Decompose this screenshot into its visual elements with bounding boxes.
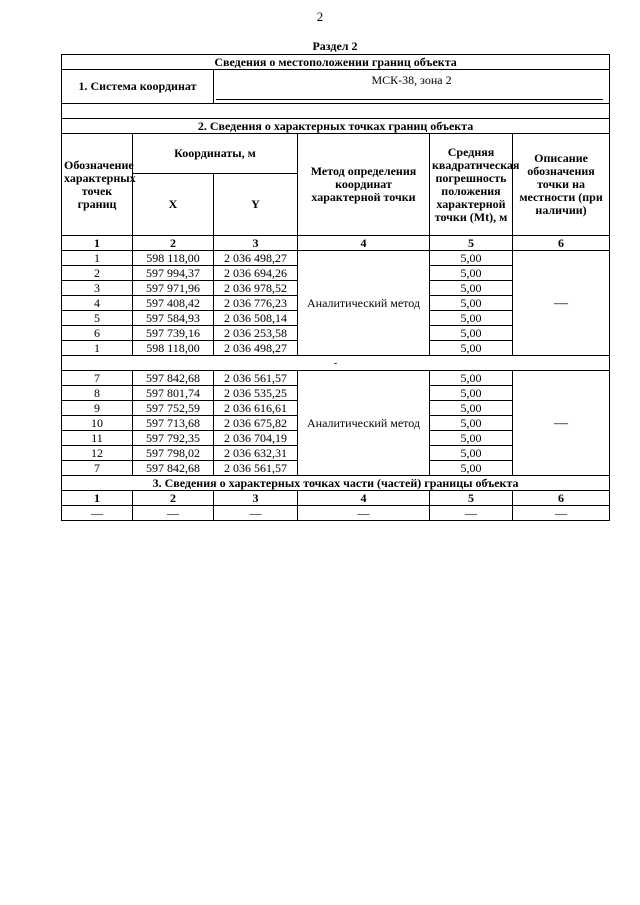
point-x: 597 994,37 [133,266,214,281]
point-y: 2 036 675,82 [214,416,298,431]
point-y: 2 036 561,57 [214,461,298,476]
point-mt: 5,00 [430,296,513,311]
table-row [62,506,610,521]
point-x: 597 842,68 [133,371,214,386]
point-mt: 5,00 [430,311,513,326]
col-number: 1 [62,491,133,506]
col-coordinates-header: Координаты, м [133,134,298,174]
point-mt: 5,00 [430,341,513,356]
point-id: 6 [62,326,133,341]
empty-dash: — [513,506,610,521]
col-method-header: Метод определения координат характерной точки [298,134,430,236]
point-id: 5 [62,311,133,326]
point-id: 7 [62,461,133,476]
point-x: 597 801,74 [133,386,214,401]
point-mt: 5,00 [430,281,513,296]
point-y: 2 036 978,52 [214,281,298,296]
point-mt: 5,00 [430,446,513,461]
table-row [62,251,610,266]
table-row [62,371,610,386]
point-y: 2 036 535,25 [214,386,298,401]
point-id: 3 [62,281,133,296]
point-id: 10 [62,416,133,431]
empty-dash: — [133,506,214,521]
contour-separator: - [62,356,610,371]
point-mt: 5,00 [430,326,513,341]
points-section-title: 2. Сведения о характерных точках границ объекта [62,119,610,134]
col-number: 6 [513,236,610,251]
point-id: 12 [62,446,133,461]
point-x: 597 739,16 [133,326,214,341]
point-mt: 5,00 [430,251,513,266]
col-designation-header: Обозначение характерных точек границ [62,134,133,236]
point-id: 7 [62,371,133,386]
point-x: 597 798,02 [133,446,214,461]
point-mt: 5,00 [430,416,513,431]
point-x: 598 118,00 [133,251,214,266]
empty-dash: — [214,506,298,521]
page-number: 2 [316,9,324,24]
method-cell: Аналитический метод [298,251,430,356]
col-number: 1 [62,236,133,251]
header-title: Сведения о местоположении границ объекта [62,55,610,70]
point-x: 597 408,42 [133,296,214,311]
col-number: 4 [298,236,430,251]
point-id: 8 [62,386,133,401]
point-y: 2 036 498,27 [214,251,298,266]
point-id: 2 [62,266,133,281]
point-x: 597 713,68 [133,416,214,431]
point-id: 9 [62,401,133,416]
col-number: 4 [298,491,430,506]
spacer-row [62,104,610,119]
coord-system-label: 1. Система координат [62,70,214,104]
boundary-info-table [61,54,610,521]
parts-section-title: 3. Сведения о характерных точках части (частей) границы объекта [62,476,610,491]
point-y: 2 036 704,19 [214,431,298,446]
col-number: 6 [513,491,610,506]
point-x: 597 752,59 [133,401,214,416]
point-mt: 5,00 [430,461,513,476]
empty-dash: — [62,506,133,521]
description-cell: — [513,251,610,356]
coord-system-underline [216,99,603,100]
point-x: 597 584,93 [133,311,214,326]
point-y: 2 036 632,31 [214,446,298,461]
point-x: 597 971,96 [133,281,214,296]
point-mt: 5,00 [430,266,513,281]
method-cell: Аналитический метод [298,371,430,476]
col-number: 2 [133,491,214,506]
col-x-header: X [133,174,214,236]
point-mt: 5,00 [430,431,513,446]
point-id: 4 [62,296,133,311]
col-number: 3 [214,236,298,251]
col-number: 3 [214,491,298,506]
point-y: 2 036 694,26 [214,266,298,281]
empty-dash: — [298,506,430,521]
point-id: 1 [62,251,133,266]
point-y: 2 036 776,23 [214,296,298,311]
point-y: 2 036 616,61 [214,401,298,416]
col-number: 5 [430,491,513,506]
empty-dash: — [430,506,513,521]
point-y: 2 036 508,14 [214,311,298,326]
point-id: 1 [62,341,133,356]
section-title: Раздел 2 [312,39,358,53]
point-y: 2 036 253,58 [214,326,298,341]
point-y: 2 036 498,27 [214,341,298,356]
col-number: 2 [133,236,214,251]
point-x: 597 792,35 [133,431,214,446]
col-accuracy-header: Средняя квадратическая погрешность положения характерной точки (Mt), м [430,134,513,236]
col-y-header: Y [214,174,298,236]
description-cell: — [513,371,610,476]
point-mt: 5,00 [430,371,513,386]
point-y: 2 036 561,57 [214,371,298,386]
point-mt: 5,00 [430,386,513,401]
col-description-header: Описание обозначения точки на местности (при наличии) [513,134,610,236]
point-x: 597 842,68 [133,461,214,476]
coord-system-cell [214,70,610,104]
point-id: 11 [62,431,133,446]
point-x: 598 118,00 [133,341,214,356]
coord-system-value: МСК-38, зона 2 [371,72,452,87]
point-mt: 5,00 [430,401,513,416]
col-number: 5 [430,236,513,251]
